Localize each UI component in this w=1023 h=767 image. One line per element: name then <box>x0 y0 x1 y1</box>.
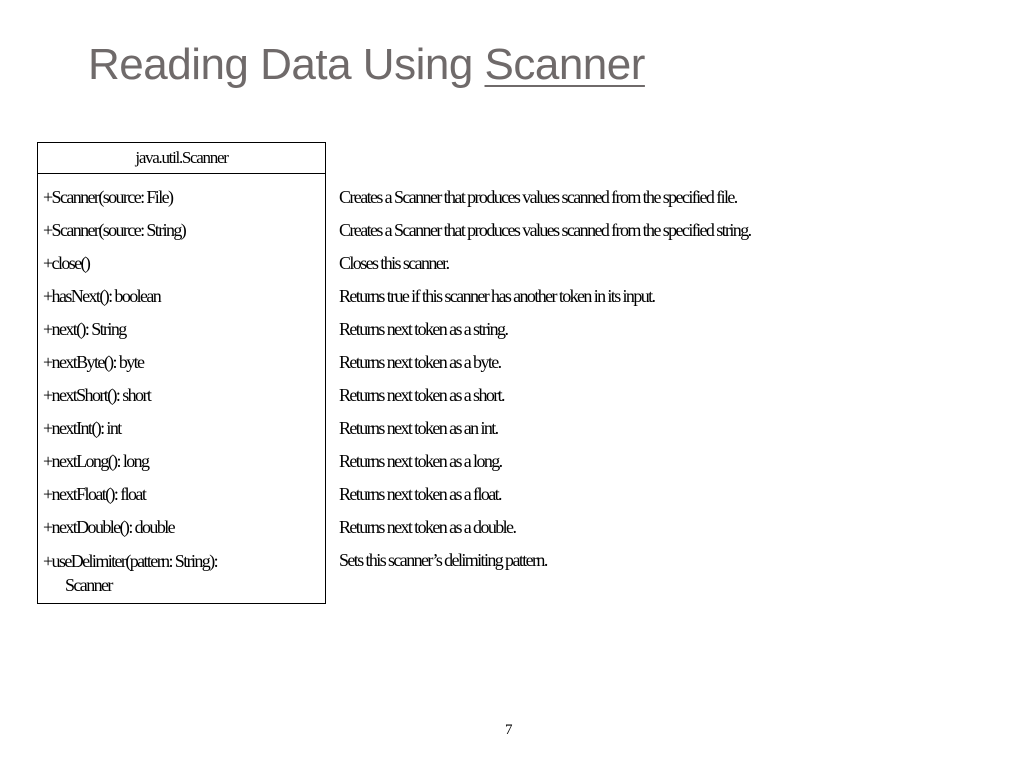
uml-method-row: +nextDouble(): double <box>43 517 175 537</box>
method-description: Creates a Scanner that produces values scanned from the specified file. <box>339 187 737 207</box>
method-description: Returns next token as a double. <box>339 517 516 537</box>
uml-method-row: +next(): String <box>43 319 126 339</box>
page-number: 7 <box>505 722 513 738</box>
uml-class-name: java.util.Scanner <box>38 143 325 174</box>
method-description: Returns next token as an int. <box>339 418 498 438</box>
method-description: Sets this scanner’s delimiting pattern. <box>339 550 547 570</box>
method-description: Creates a Scanner that produces values scanned from the specified string. <box>339 220 751 240</box>
uml-method-row: +nextByte(): byte <box>43 352 144 372</box>
uml-method-line: +useDelimiter(pattern: String): <box>43 551 217 571</box>
uml-method-row: +nextLong(): long <box>43 451 149 471</box>
method-description: Returns next token as a float. <box>339 484 501 504</box>
slide-title <box>88 40 645 90</box>
title-prefix: Reading Data Using <box>88 40 485 89</box>
uml-method-row <box>43 549 318 597</box>
uml-method-row: +nextFloat(): float <box>43 484 146 504</box>
method-description: Returns true if this scanner has another token in its input. <box>339 286 655 306</box>
method-description: Returns next token as a short. <box>339 385 504 405</box>
method-description: Returns next token as a byte. <box>339 352 501 372</box>
uml-method-row: +close() <box>43 253 90 273</box>
uml-method-row: +Scanner(source: File) <box>43 187 173 207</box>
title-underlined-word: Scanner <box>484 40 645 89</box>
uml-method-row: +nextShort(): short <box>43 385 151 405</box>
uml-method-row: +hasNext(): boolean <box>43 286 161 306</box>
uml-method-row: +Scanner(source: String) <box>43 220 186 240</box>
method-description: Closes this scanner. <box>339 253 449 273</box>
method-description: Returns next token as a string. <box>339 319 508 339</box>
uml-method-row: +nextInt(): int <box>43 418 121 438</box>
uml-method-return-type: Scanner <box>65 575 112 595</box>
method-description: Returns next token as a long. <box>339 451 502 471</box>
